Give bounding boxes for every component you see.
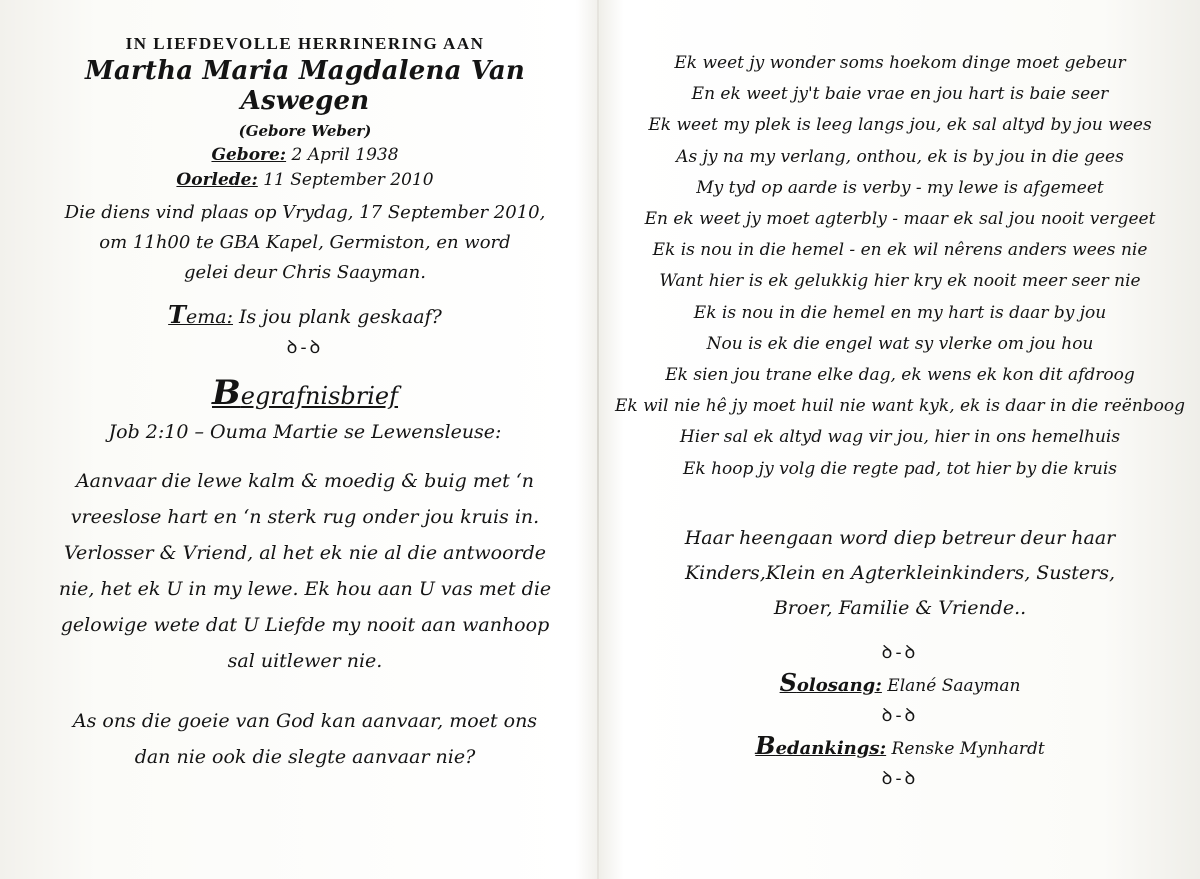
poem-line: Ek sien jou trane elke dag, ek wens ek kon dit afdroog	[665, 365, 1135, 386]
thanks-label-cap: B	[755, 730, 776, 760]
birth-label: Gebore:	[211, 145, 287, 165]
card-fold	[597, 0, 599, 879]
ornament-divider: ꝺ-ꝺ	[286, 337, 324, 358]
paragraph-line: vreeslose hart en ‘n sterk rug onder jou kruis in.	[70, 506, 540, 528]
theme-label-cap: T	[168, 300, 186, 329]
solo-label	[779, 667, 882, 697]
service-details	[20, 198, 590, 288]
theme-value: Is jou plank geskaaf?	[239, 306, 442, 328]
poem-line: Nou is ek die engel wat sy vlerke om jou hou	[706, 333, 1094, 354]
thanks-label	[755, 730, 887, 760]
solo-label-rest: olosang:	[796, 674, 882, 696]
poem-line: Ek weet jy wonder soms hoekom dinge moet gebeur	[674, 53, 1126, 73]
poem-line: En ek weet jy't baie vrae en jou hart is baie seer	[691, 84, 1109, 105]
poem-line: Ek weet my plek is leeg langs jou, ek sal altyd by jou wees	[648, 115, 1152, 136]
poem-line: As jy na my verlang, onthou, ek is by jou in die gees	[676, 146, 1124, 167]
paragraph-line: Aanvaar die lewe kalm & moedig & buig met ‘n	[75, 470, 535, 492]
solo-label-cap: S	[779, 667, 797, 697]
right-panel	[600, 48, 1200, 790]
theme-label	[168, 300, 233, 329]
poem-line: En ek weet jy moet agterbly - maar ek sal jou nooit vergeet	[644, 209, 1156, 230]
closing-paragraph	[20, 703, 590, 775]
service-line: Die diens vind plaas op Vrydag, 17 September 2010,	[64, 202, 546, 223]
paragraph-line: nie, het ek U in my lewe. Ek hou aan U vas met die	[58, 578, 552, 600]
deceased-name: Martha Maria Magdalena Van Aswegen	[84, 56, 526, 116]
tribute-line: Kinders,Klein en Agterkleinkinders, Susters,	[684, 561, 1116, 584]
poem-line: Ek is nou in die hemel en my hart is daar by jou	[693, 302, 1107, 323]
death-value: 11 September 2010	[263, 170, 434, 190]
ornament-divider: ꝺ-ꝺ	[881, 767, 919, 789]
poem-line: My tyd op aarde is verby - my lewe is afgemeet	[696, 177, 1104, 198]
poem-line: Hier sal ek altyd wag vir jou, hier in ons hemelhuis	[679, 427, 1121, 448]
poem-line: Want hier is ek gelukkig hier kry ek nooit meer seer nie	[659, 271, 1141, 292]
thanks-credit	[600, 731, 1200, 760]
poem-line: Ek wil nie hê jy moet huil nie want kyk, ek is daar in die reënboog	[614, 396, 1186, 417]
poem	[600, 48, 1200, 485]
ornament-divider: ꝺ-ꝺ	[881, 704, 919, 726]
solo-value: Elané Saayman	[887, 675, 1021, 696]
tribute-line: Haar heengaan word diep betreur deur haar	[684, 526, 1116, 549]
thanks-label-rest: edankings:	[775, 737, 887, 759]
section-title-rest: egrafnisbrief	[240, 382, 399, 410]
closing-line: As ons die goeie van God kan aanvaar, moet ons	[72, 710, 538, 732]
tribute-line: Broer, Familie & Vriende..	[773, 596, 1027, 619]
death-label: Oorlede:	[176, 170, 258, 190]
paragraph-line: sal uitlewer nie.	[227, 650, 383, 672]
service-line: gelei deur Chris Saayman.	[184, 262, 426, 283]
birth-value: 2 April 1938	[291, 145, 399, 165]
theme-line	[20, 300, 590, 329]
tribute	[600, 521, 1200, 626]
paragraph-line: gelowige wete dat U Liefde my nooit aan wanhoop	[60, 614, 550, 636]
section-title	[20, 373, 590, 413]
maiden-name: (Gebore Weber)	[238, 122, 372, 140]
solo-credit	[600, 668, 1200, 697]
service-line: om 11h00 te GBA Kapel, Germiston, en word	[99, 232, 511, 253]
thanks-value: Renske Mynhardt	[891, 738, 1045, 759]
poem-line: Ek is nou in die hemel - en ek wil nêrens anders wees nie	[652, 240, 1148, 261]
memorial-header: IN LIEFDEVOLLE HERRINERING AAN	[125, 34, 485, 53]
scripture-reference: Job 2:10 – Ouma Martie se Lewensleuse:	[108, 421, 502, 443]
birth-date	[20, 145, 590, 165]
paragraph-line: Verlosser & Vriend, al het ek nie al die antwoorde	[63, 542, 547, 564]
ornament-divider: ꝺ-ꝺ	[881, 641, 919, 663]
closing-line: dan nie ook die slegte aanvaar nie?	[134, 746, 476, 768]
life-motto-paragraph	[20, 463, 590, 679]
section-title-cap: B	[211, 373, 241, 413]
left-panel	[20, 30, 590, 775]
theme-label-rest: ema:	[186, 306, 233, 328]
poem-line: Ek hoop jy volg die regte pad, tot hier by die kruis	[682, 458, 1117, 479]
death-date	[20, 170, 590, 190]
